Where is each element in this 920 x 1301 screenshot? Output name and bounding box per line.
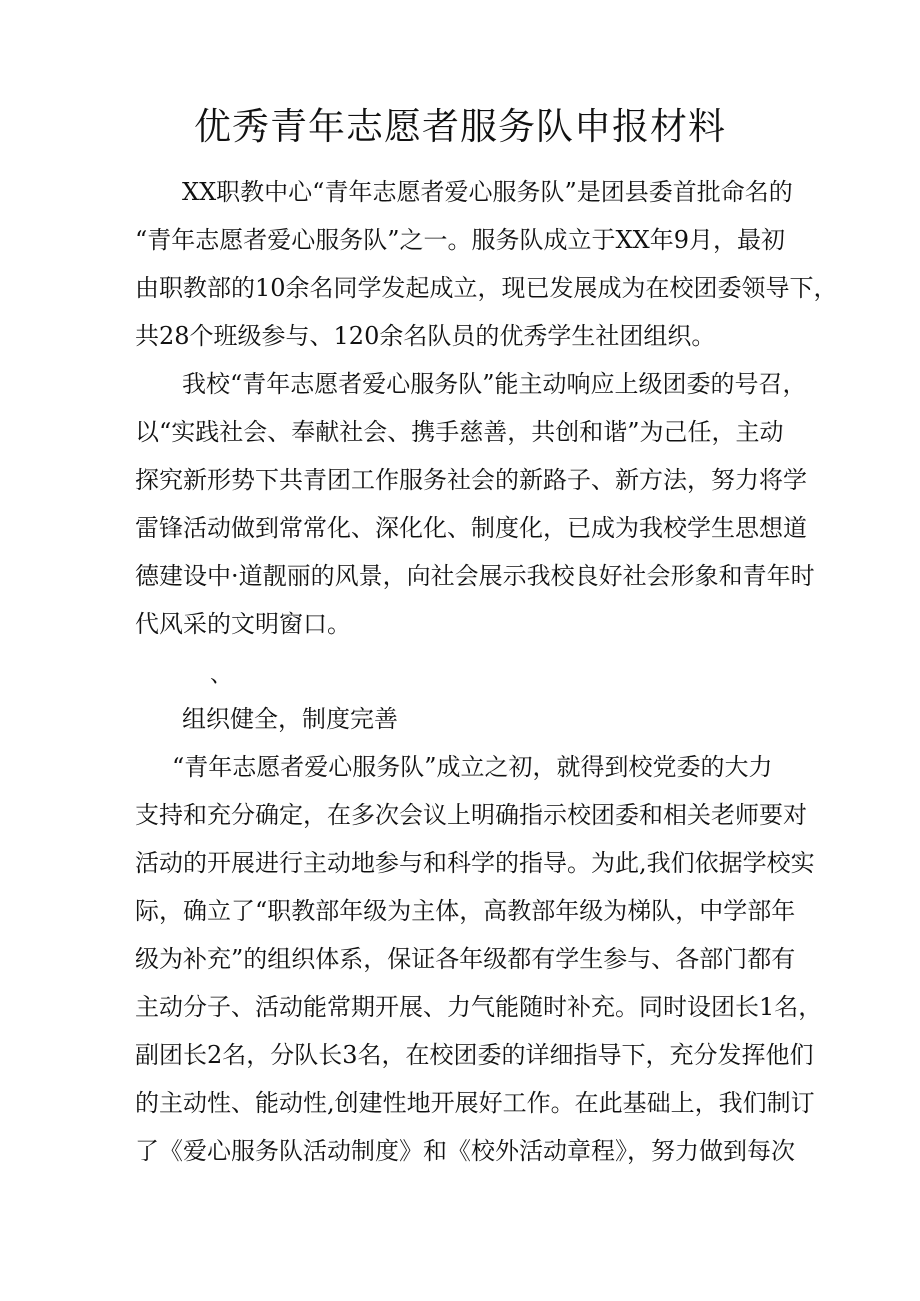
paragraph-line: 支持和充分确定，在多次会议上明确指示校团委和相关老师要对 xyxy=(135,801,807,829)
paragraph-line: “青年志愿者爱心服务队”之一。服务队成立于XX年9月，最初 xyxy=(135,226,785,254)
paragraph-line: XX职教中心“青年志愿者爱心服务队”是团县委首批命名的 xyxy=(182,178,793,206)
paragraph-line: 我校“青年志愿者爱心服务队”能主动响应上级团委的号召， xyxy=(182,370,807,398)
paragraph-line: 级为补充”的组织体系，保证各年级都有学生参与、各部门都有 xyxy=(135,945,796,973)
paragraph-line: 探究新形势下共青团工作服务社会的新路子、新方法，努力将学 xyxy=(135,466,807,494)
paragraph-line: 主动分子、活动能常期开展、力气能随时补充。同时设团长1名， xyxy=(135,993,823,1021)
paragraph-line: 活动的开展进行主动地参与和科学的指导。为此,我们依据学校实 xyxy=(135,849,815,877)
paragraph-line: 共28个班级参与、120余名队员的优秀学生社团组织。 xyxy=(135,322,716,350)
section-heading: 组织健全，制度完善 xyxy=(182,705,398,733)
section-number-mark: 、 xyxy=(210,663,233,688)
paragraph-line: 雷锋活动做到常常化、深化化、制度化，已成为我校学生思想道 xyxy=(135,514,807,542)
paragraph-line: 了《爱心服务队活动制度》和《校外活动章程》，努力做到每次 xyxy=(135,1137,795,1165)
paragraph-line: 代风采的文明窗口。 xyxy=(135,610,351,638)
paragraph-line: 以“实践社会、奉献社会、携手慈善，共创和谐”为己任，主动 xyxy=(135,418,784,446)
paragraph-line: 由职教部的10余名同学发起成立，现已发展成为在校团委领导下， xyxy=(135,274,838,302)
document-title: 优秀青年志愿者服务队申报材料 xyxy=(194,105,726,148)
paragraph-line: 副团长2名，分队长3名，在校团委的详细指导下，充分发挥他们 xyxy=(135,1041,814,1069)
paragraph-line: 际，确立了“职教部年级为主体，高教部年级为梯队，中学部年 xyxy=(135,897,796,925)
paragraph-line: “青年志愿者爱心服务队”成立之初，就得到校党委的大力 xyxy=(172,753,773,781)
paragraph-line: 的主动性、能动性,创建性地开展好工作。在此基础上，我们制订 xyxy=(135,1089,815,1117)
paragraph-line: 德建设中·道靓丽的风景，向社会展示我校良好社会形象和青年时 xyxy=(135,562,815,590)
